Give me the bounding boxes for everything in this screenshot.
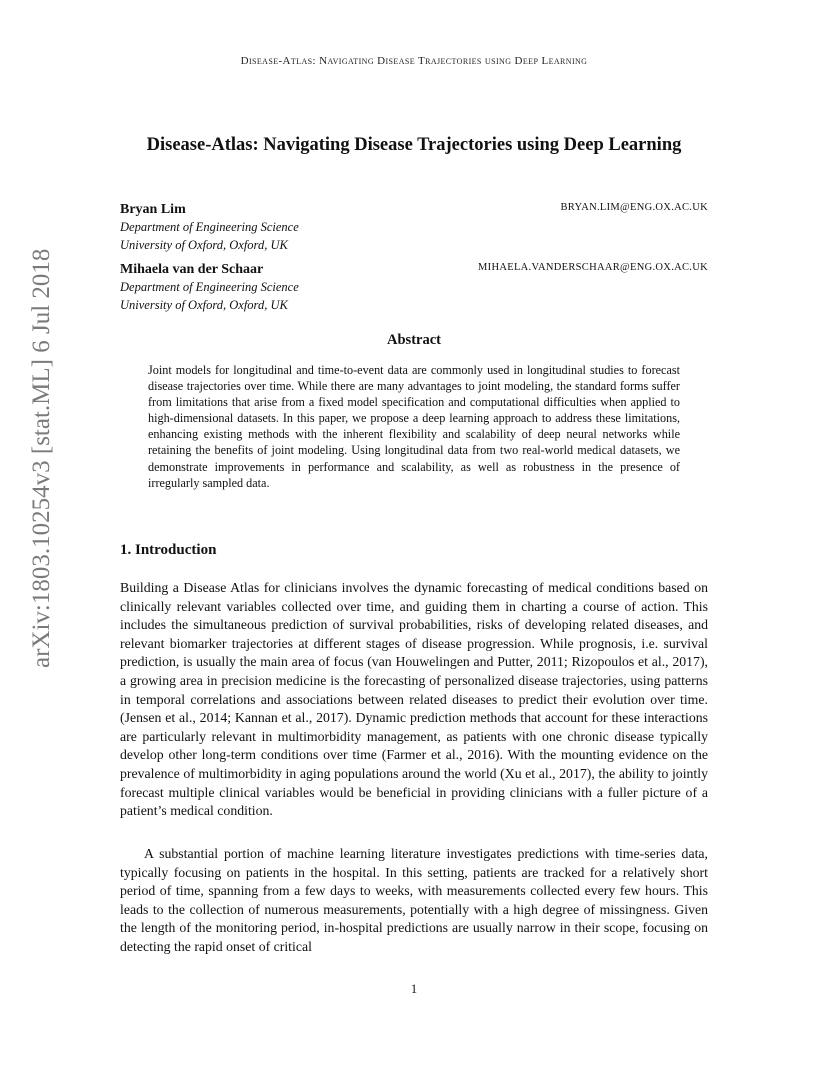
author-block <box>120 201 708 254</box>
arxiv-stamp: arXiv:1803.10254v3 [stat.ML] 6 Jul 2018 <box>28 248 55 668</box>
section-heading: 1. Introduction <box>120 542 217 558</box>
body-paragraph: A substantial portion of machine learning literature investigates predictions with time-series data, typically focusing on patients in the hospital. In this setting, patients are tracked for a relatively short period of time, spanning from a few days to weeks, with measurements collected every few hours. This leads to the collection of numerous measurements, potentially with a high degree of missingness. Given the length of the monitoring period, in-hospital predictions are usually narrow in their scope, focusing on detecting the rapid onset of critical <box>120 846 708 954</box>
author-name: Mihaela van der Schaar <box>120 262 264 277</box>
author-institution: University of Oxford, Oxford, UK <box>120 237 288 252</box>
page-number: 1 <box>410 982 418 996</box>
author-email: BRYAN.LIM@ENG.OX.AC.UK <box>560 202 708 213</box>
author-department: Department of Engineering Science <box>120 220 299 234</box>
author-name: Bryan Lim <box>120 202 186 217</box>
abstract-heading: Abstract <box>387 332 441 348</box>
paper-title: Disease-Atlas: Navigating Disease Trajectories using Deep Learning <box>146 135 682 155</box>
author-email: MIHAELA.VANDERSCHAAR@ENG.OX.AC.UK <box>478 262 708 273</box>
running-head: Disease-Atlas: Navigating Disease Trajectories using Deep Learning <box>240 55 588 67</box>
author-institution: University of Oxford, Oxford, UK <box>120 297 288 312</box>
author-block <box>120 261 708 314</box>
abstract-body: Joint models for longitudinal and time-to-event data are commonly used in longitudinal studies to forecast disease trajectories over time. While there are many advantages to joint modeling, the standard forms suffer from limitations that arise from a fixed model specification and computational difficulties when applied to high-dimensional datasets. In this paper, we propose a deep learning approach to address these limitations, enhancing existing methods with the inherent flexibility and scalability of deep neural networks while retaining the benefits of joint modeling. Using longitudinal data from two real-world medical datasets, we demonstrate improvements in performance and scalability, as well as robustness in the presence of irregularly sampled data. <box>148 363 680 490</box>
body-paragraph: Building a Disease Atlas for clinicians involves the dynamic forecasting of medical conditions based on clinically relevant variables collected over time, and guiding them in charting a course of action. This includes the simultaneous prediction of survival probabilities, risks of developing related diseases, and relevant biomarker trajectories at different stages of disease progression. While prognosis, i.e. survival prediction, is usually the main area of focus (van Houwelingen and Putter, 2011; Rizopoulos et al., 2017), a growing area in precision medicine is the forecasting of personalized disease trajectories, using patterns in temporal correlations and associations between related diseases to predict their evolution over time. (Jensen et al., 2014; Kannan et al., 2017). Dynamic prediction methods that account for these interactions are particularly relevant in multimorbidity management, as patients with one chronic disease typically develop other long-term conditions over time (Farmer et al., 2016). With the mounting evidence on the prevalence of multimorbidity in aging populations around the world (Xu et al., 2017), the ability to jointly forecast multiple clinical variables would be beneficial in providing clinicians with a fuller picture of a patient’s medical condition. <box>120 580 708 819</box>
author-department: Department of Engineering Science <box>120 280 299 294</box>
